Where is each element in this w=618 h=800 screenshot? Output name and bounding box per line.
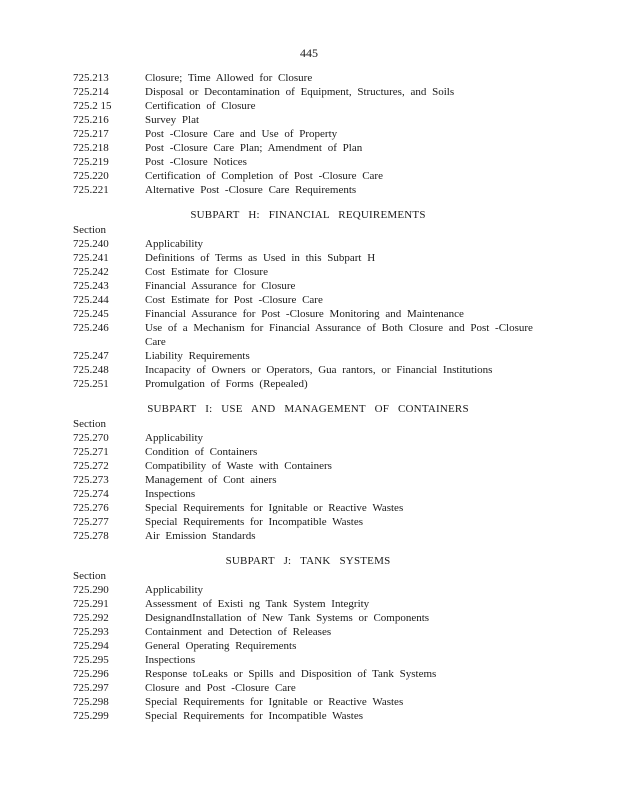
section-title: Inspections — [145, 654, 196, 666]
toc-row — [73, 681, 543, 695]
section-number: 725.247 — [73, 350, 109, 362]
toc-row — [73, 251, 543, 265]
section-number: 725.294 — [73, 640, 109, 652]
section-title: Applicability — [145, 432, 204, 444]
toc-row — [73, 127, 543, 141]
page-number: 445 — [300, 46, 318, 60]
section-title: Certification of Completion of Post -Closure Care — [145, 170, 383, 182]
toc-row — [73, 459, 543, 473]
section-number: 725.245 — [73, 308, 109, 320]
section-title: Use of a Mechanism for Financial Assurance of Both Closure and Post -Closure — [145, 322, 533, 334]
section-title: Special Requirements for Ignitable or Reactive Wastes — [145, 502, 404, 514]
section-title: Closure and Post -Closure Care — [145, 682, 296, 694]
section-title: Post -Closure Care Plan; Amendment of Plan — [145, 142, 363, 154]
section-label: Section — [73, 570, 106, 582]
section-title: Closure; Time Allowed for Closure — [145, 72, 313, 84]
section-title: Management of Cont ainers — [145, 474, 277, 486]
section-number: 725.242 — [73, 266, 109, 278]
toc-row — [73, 529, 543, 543]
section-number: 725.295 — [73, 654, 109, 666]
section-title: Liability Requirements — [145, 350, 250, 362]
toc-row — [73, 99, 543, 113]
section-number: 725.2 15 — [73, 100, 112, 112]
subpart-heading: SUBPART H: FINANCIAL REQUIREMENTS — [190, 209, 426, 221]
section-title: Survey Plat — [145, 114, 200, 126]
toc-row — [73, 709, 543, 723]
section-number: 725.220 — [73, 170, 109, 182]
toc-row — [73, 625, 543, 639]
section-number: 725.270 — [73, 432, 109, 444]
toc-row — [73, 155, 543, 169]
section-title: Disposal or Decontamination of Equipment, Structures, and Soils — [145, 86, 455, 98]
toc-row — [73, 363, 543, 377]
section-number: 725.277 — [73, 516, 109, 528]
section-title: Condition of Containers — [145, 446, 258, 458]
section-number: 725.243 — [73, 280, 109, 292]
section-number: 725.273 — [73, 474, 109, 486]
section-number: 725.296 — [73, 668, 109, 680]
section-number — [73, 335, 145, 349]
toc-row — [73, 695, 543, 709]
table-of-contents — [73, 71, 543, 723]
section-number: 725.278 — [73, 530, 109, 542]
toc-row — [73, 473, 543, 487]
section-title: Alternative Post -Closure Care Requirements — [145, 184, 357, 196]
toc-row — [73, 515, 543, 529]
section-title: Cost Estimate for Post -Closure Care — [145, 294, 323, 306]
section-number: 725.276 — [73, 502, 109, 514]
section-number: 725.221 — [73, 184, 109, 196]
section-title: Applicability — [145, 584, 204, 596]
section-label: Section — [73, 418, 106, 430]
section-number: 725.218 — [73, 142, 109, 154]
section-title: Incapacity of Owners or Operators, Gua rantors, or Financial Institutions — [145, 364, 493, 376]
section-number: 725.292 — [73, 612, 109, 624]
toc-row — [73, 321, 543, 335]
section-number: 725.244 — [73, 294, 109, 306]
toc-row — [73, 237, 543, 251]
section-title: Financial Assurance for Post -Closure Monitoring and Maintenance — [145, 308, 464, 320]
section-title: Certification of Closure — [145, 100, 256, 112]
toc-row — [73, 141, 543, 155]
section-number: 725.216 — [73, 114, 109, 126]
section-title: Special Requirements for Incompatible Wastes — [145, 710, 364, 722]
toc-row — [73, 377, 543, 391]
toc-row — [73, 113, 543, 127]
section-title: Post -Closure Care and Use of Property — [145, 128, 338, 140]
section-title: Care — [145, 336, 166, 348]
toc-row — [73, 293, 543, 307]
section-number: 725.299 — [73, 710, 109, 722]
section-number: 725.271 — [73, 446, 109, 458]
section-title: Inspections — [145, 488, 196, 500]
subpart-heading: SUBPART I: USE AND MANAGEMENT OF CONTAINERS — [147, 403, 469, 415]
section-number: 725.214 — [73, 86, 109, 98]
toc-row — [73, 307, 543, 321]
toc-row — [73, 265, 543, 279]
toc-row — [73, 279, 543, 293]
section-title: Special Requirements for Incompatible Wastes — [145, 516, 364, 528]
section-number: 725.291 — [73, 598, 109, 610]
section-number: 725.241 — [73, 252, 109, 264]
section-title: Financial Assurance for Closure — [145, 280, 296, 292]
section-number: 725.217 — [73, 128, 109, 140]
section-title: Applicability — [145, 238, 204, 250]
section-number: 725.219 — [73, 156, 109, 168]
toc-row — [73, 85, 543, 99]
toc-row — [73, 583, 543, 597]
section-number: 725.251 — [73, 378, 109, 390]
toc-row — [73, 445, 543, 459]
toc-row — [73, 667, 543, 681]
section-title: Response toLeaks or Spills and Disposition of Tank Systems — [145, 668, 437, 680]
toc-row — [73, 653, 543, 667]
section-number: 725.290 — [73, 584, 109, 596]
section-number: 725.213 — [73, 72, 109, 84]
section-title: General Operating Requirements — [145, 640, 297, 652]
toc-row — [73, 611, 543, 625]
section-number: 725.298 — [73, 696, 109, 708]
toc-row — [73, 183, 543, 197]
toc-row — [73, 71, 543, 85]
section-number: 725.274 — [73, 488, 109, 500]
section-title: Post -Closure Notices — [145, 156, 247, 168]
section-title: Assessment of Existi ng Tank System Integrity — [145, 598, 370, 610]
toc-row — [73, 639, 543, 653]
section-number: 725.240 — [73, 238, 109, 250]
section-number: 725.246 — [73, 322, 109, 334]
section-label: Section — [73, 224, 106, 236]
section-title: Containment and Detection of Releases — [145, 626, 332, 638]
toc-row — [73, 335, 543, 349]
toc-row — [73, 349, 543, 363]
toc-row — [73, 501, 543, 515]
section-title: Promulgation of Forms (Repealed) — [145, 378, 308, 390]
section-title: Compatibility of Waste with Containers — [145, 460, 332, 472]
section-title: DesignandInstallation of New Tank Systems or Components — [145, 612, 430, 624]
toc-row — [73, 431, 543, 445]
section-number: 725.272 — [73, 460, 109, 472]
section-title: Air Emission Standards — [145, 530, 256, 542]
section-title: Definitions of Terms as Used in this Subpart H — [145, 252, 376, 264]
section-number: 725.293 — [73, 626, 109, 638]
toc-row — [73, 487, 543, 501]
toc-row — [73, 597, 543, 611]
section-title: Cost Estimate for Closure — [145, 266, 268, 278]
section-number: 725.297 — [73, 682, 109, 694]
section-title: Special Requirements for Ignitable or Reactive Wastes — [145, 696, 404, 708]
subpart-heading: SUBPART J: TANK SYSTEMS — [225, 555, 391, 567]
section-number: 725.248 — [73, 364, 109, 376]
toc-row — [73, 169, 543, 183]
